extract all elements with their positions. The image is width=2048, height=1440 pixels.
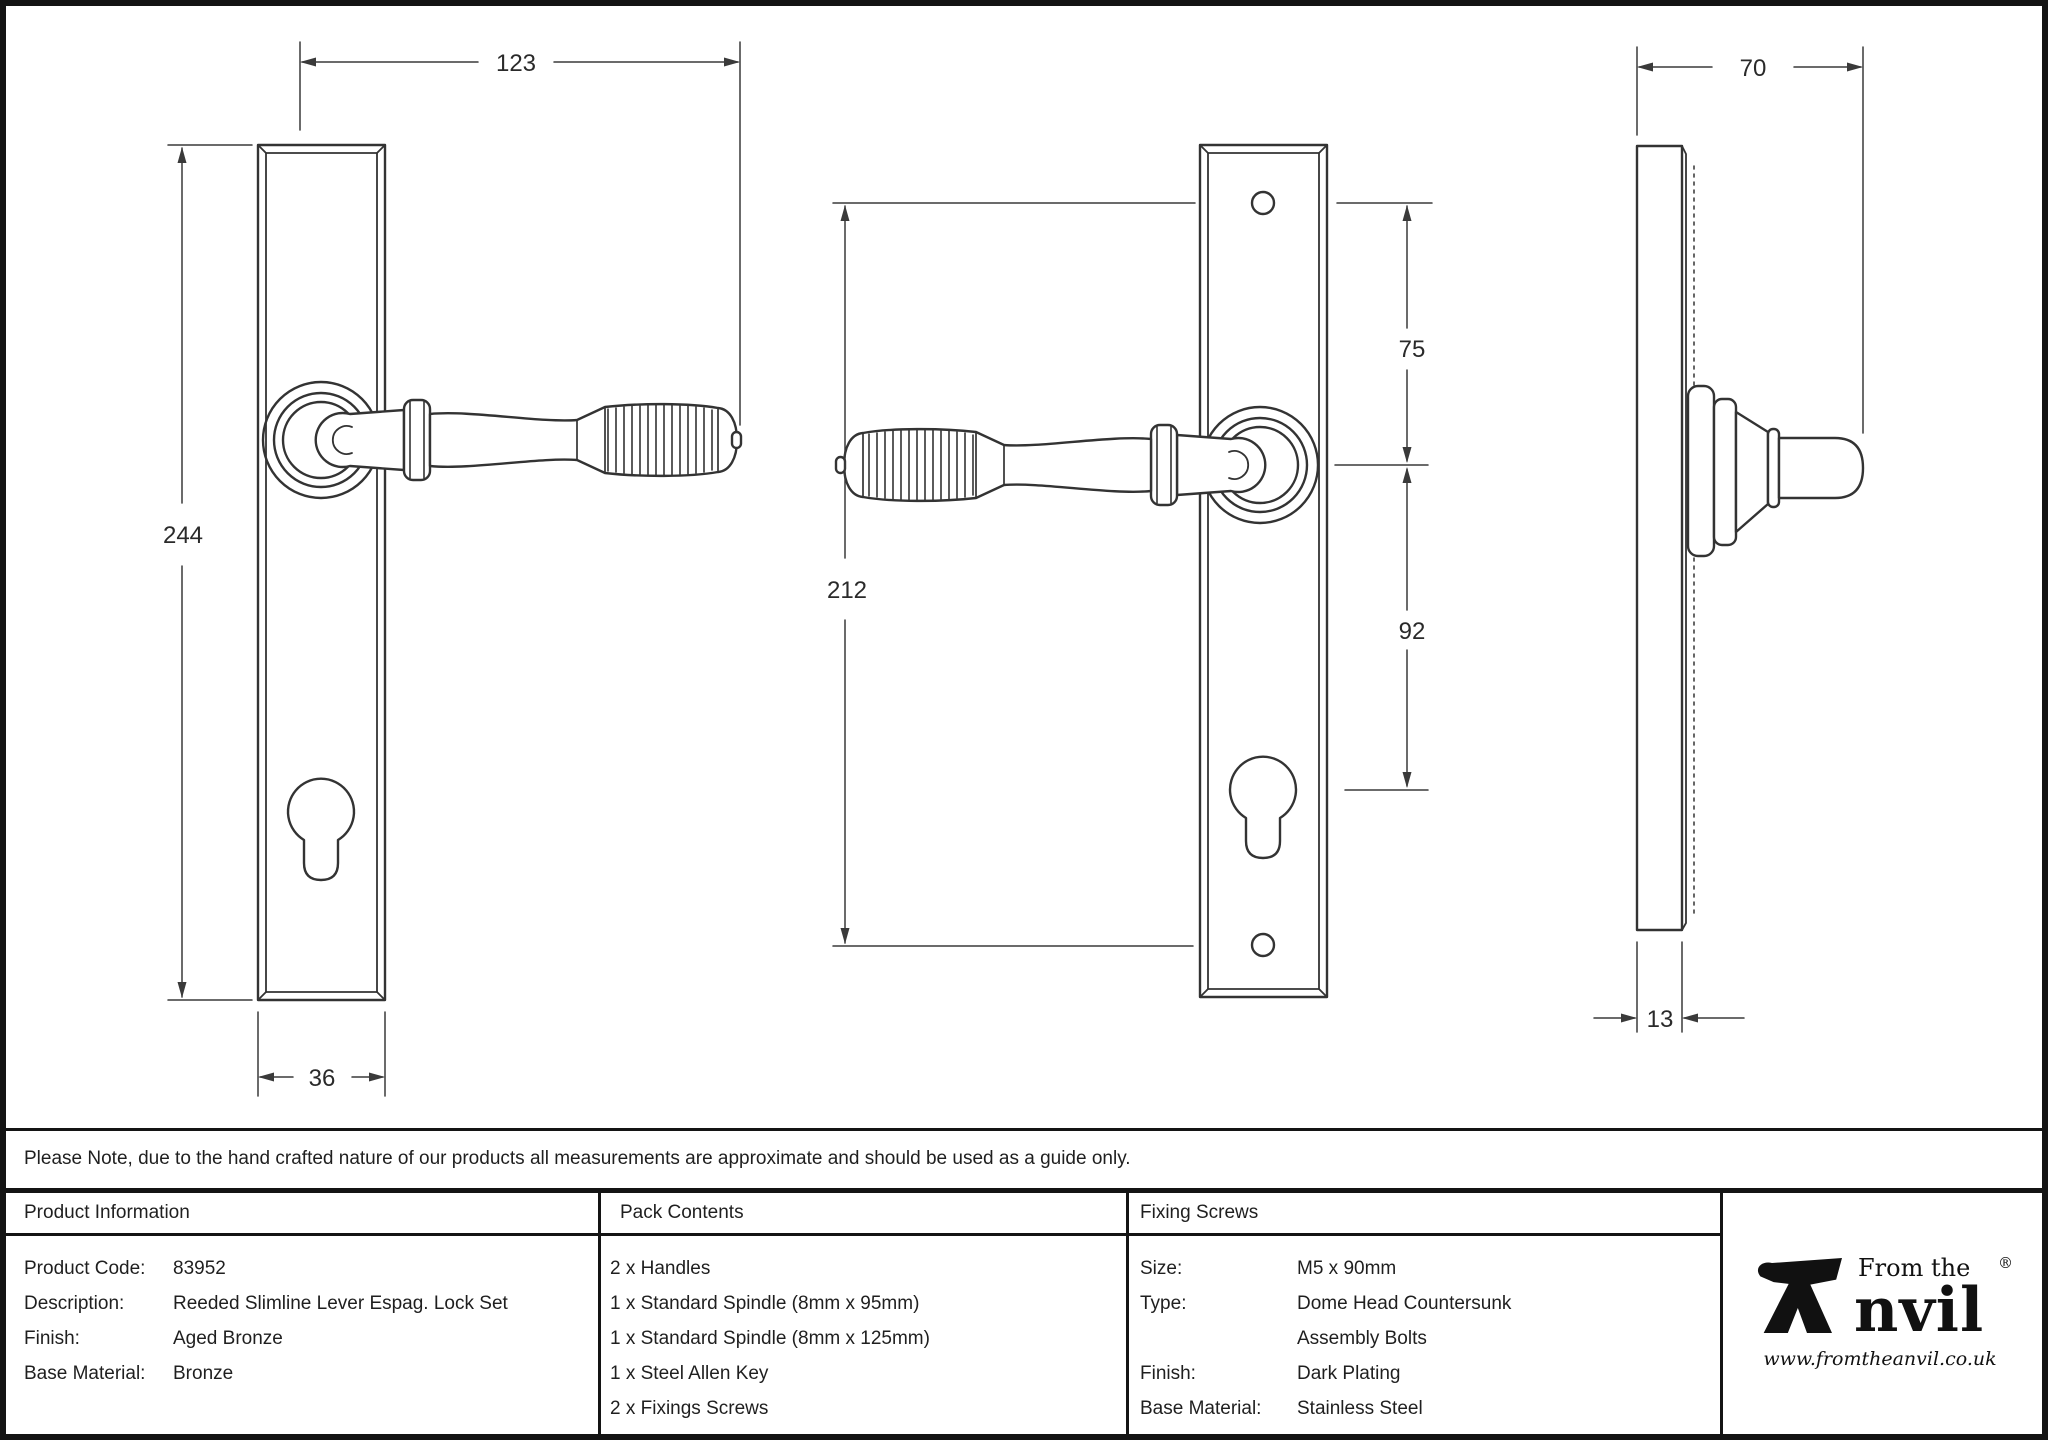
backplate-side <box>1637 146 1682 930</box>
table-divider-2 <box>1126 1188 1129 1434</box>
table-top-rule <box>6 1188 2042 1193</box>
grip-side <box>1779 438 1863 498</box>
rose-side <box>1688 386 1714 556</box>
euro-keyhole-middle <box>1230 757 1296 858</box>
pack-item: 2 x Fixings Screws <box>610 1398 769 1419</box>
screw-finish-value: Dark Plating <box>1297 1363 1401 1384</box>
dimension-labels <box>163 50 1766 1092</box>
screw-material-label: Base Material: <box>1140 1398 1262 1419</box>
screw-type-label: Type: <box>1140 1293 1187 1314</box>
side-view <box>1637 146 1863 930</box>
backplate-left <box>258 145 385 1000</box>
header-bottom-rule <box>6 1233 1720 1236</box>
lever-handle-side <box>1688 386 1863 556</box>
logo-name: nvil <box>1854 1275 1985 1346</box>
product-code-label: Product Code: <box>24 1258 146 1279</box>
screw-finish-label: Finish: <box>1140 1363 1196 1384</box>
note-top-rule <box>6 1128 2042 1131</box>
front-view-left <box>258 145 741 1000</box>
pack-item: 1 x Standard Spindle (8mm x 125mm) <box>610 1328 930 1349</box>
dim-plate-width: 36 <box>308 1065 336 1092</box>
dim-handle-to-keyhole: 92 <box>1398 618 1426 645</box>
pack-item: 1 x Standard Spindle (8mm x 95mm) <box>610 1293 920 1314</box>
brand-logo <box>1752 1248 2020 1378</box>
screw-hole-bottom <box>1252 934 1274 956</box>
screw-type-value-2: Assembly Bolts <box>1297 1328 1427 1349</box>
pack-item: 2 x Handles <box>610 1258 711 1279</box>
description-label: Description: <box>24 1293 125 1314</box>
dim-screw-centres: 212 <box>826 577 868 604</box>
dim-projection: 70 <box>1739 55 1767 82</box>
dimension-arrows <box>178 58 1864 1082</box>
anvil-icon <box>1752 1252 1852 1344</box>
backplate-middle <box>1200 145 1327 997</box>
logo-url: www.fromtheanvil.co.uk <box>1763 1348 1997 1370</box>
euro-keyhole-left <box>288 779 354 880</box>
measurement-note: Please Note, due to the hand crafted nature of our products all measurements are approximate and should be used as a guide only. <box>24 1148 1131 1169</box>
dim-screw-to-handle: 75 <box>1398 336 1426 363</box>
pack-item: 1 x Steel Allen Key <box>610 1363 769 1384</box>
header-fixing-screws: Fixing Screws <box>1140 1202 1259 1223</box>
screw-size-value: M5 x 90mm <box>1297 1258 1397 1279</box>
screw-hole-top <box>1252 192 1274 214</box>
header-pack-contents: Pack Contents <box>620 1202 744 1223</box>
table-divider-1 <box>598 1188 601 1434</box>
front-view-middle <box>836 145 1327 997</box>
handle-tip-nub-middle <box>836 457 845 473</box>
dim-handle-length: 123 <box>495 50 537 77</box>
registered-mark: ® <box>1998 1254 2013 1272</box>
lever-handle-left <box>316 400 741 480</box>
finish-value: Aged Bronze <box>173 1328 283 1349</box>
description-value: Reeded Slimline Lever Espag. Lock Set <box>173 1293 508 1314</box>
table-divider-3 <box>1720 1188 1723 1434</box>
screw-material-value: Stainless Steel <box>1297 1398 1423 1419</box>
product-code-value: 83952 <box>173 1258 226 1279</box>
base-material-label: Base Material: <box>24 1363 146 1384</box>
screw-type-value: Dome Head Countersunk <box>1297 1293 1512 1314</box>
dim-plate-thickness: 13 <box>1646 1006 1674 1033</box>
dimension-lines <box>168 42 1863 1096</box>
logo-tagline: From the <box>1858 1254 1971 1282</box>
screw-size-label: Size: <box>1140 1258 1183 1279</box>
header-product-information: Product Information <box>24 1202 190 1223</box>
base-material-value: Bronze <box>173 1363 234 1384</box>
lever-handle-middle <box>836 425 1265 505</box>
handle-tip-nub-left <box>732 432 741 448</box>
dim-plate-height: 244 <box>162 522 204 549</box>
finish-label: Finish: <box>24 1328 80 1349</box>
